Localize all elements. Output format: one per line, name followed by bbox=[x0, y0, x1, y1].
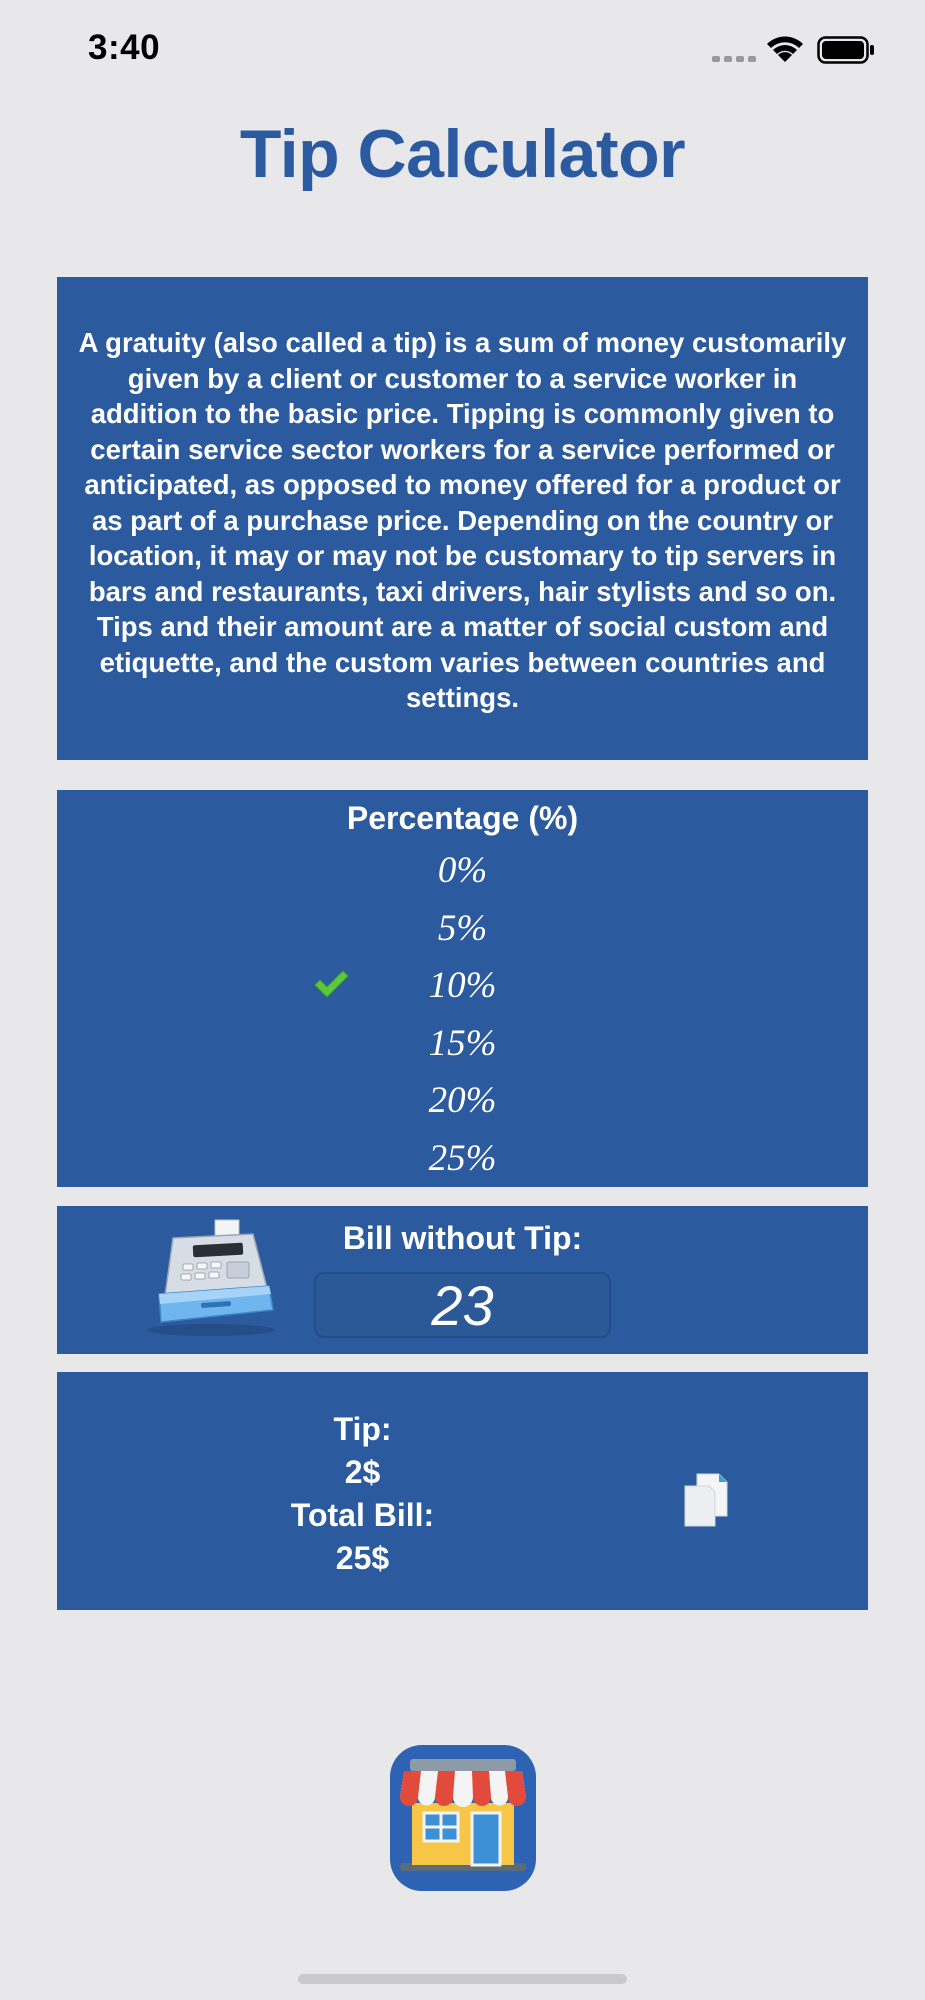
app-title: Tip Calculator bbox=[239, 116, 686, 192]
status-time: 3:40 bbox=[88, 28, 161, 67]
cellular-signal-icon bbox=[712, 54, 756, 64]
status-bar bbox=[0, 0, 925, 100]
info-panel bbox=[57, 277, 868, 760]
copy-icon[interactable] bbox=[683, 1470, 741, 1528]
percentage-option-10[interactable] bbox=[57, 957, 868, 1015]
percentage-option-label: 25% bbox=[428, 1137, 497, 1179]
bill-input[interactable] bbox=[314, 1272, 611, 1338]
percentage-option-label: 5% bbox=[437, 907, 488, 949]
check-icon bbox=[313, 969, 349, 999]
battery-icon bbox=[817, 36, 875, 64]
percentage-option-0[interactable] bbox=[57, 842, 868, 900]
info-text: A gratuity (also called a tip) is a sum of money customarily given by a client or customer to a service worker in addition to the basic price. Tipping is commonly given to certain service sector workers for a service performed or anticipated, as opposed to money offered for a product or as part of a purchase price. Depending on the country or location, it may or may not be customary to tip servers in bars and restaurants, taxi drivers, hair stylists and so on. Tips and their amount are a matter of social custom and etiquette, and the custom varies between countries and settings. bbox=[78, 327, 847, 713]
percentage-header: Percentage (%) bbox=[346, 800, 579, 836]
percentage-option-label: 15% bbox=[428, 1022, 497, 1064]
bill-panel bbox=[57, 1206, 868, 1354]
total-label: Total Bill: bbox=[290, 1497, 435, 1533]
percentage-option-25[interactable] bbox=[57, 1130, 868, 1188]
percentage-option-20[interactable] bbox=[57, 1072, 868, 1130]
tip-label: Tip: bbox=[333, 1411, 392, 1447]
total-value: 25$ bbox=[335, 1540, 390, 1576]
tip-value: 2$ bbox=[344, 1454, 381, 1490]
percentage-panel bbox=[57, 790, 868, 1187]
wifi-icon bbox=[765, 34, 805, 64]
result-panel bbox=[57, 1372, 868, 1610]
percentage-option-label: 20% bbox=[428, 1080, 497, 1121]
store-icon[interactable] bbox=[390, 1745, 536, 1891]
bill-label: Bill without Tip: bbox=[342, 1220, 583, 1256]
percentage-option-label: 0% bbox=[437, 850, 488, 891]
result-block bbox=[207, 1408, 518, 1580]
home-indicator[interactable] bbox=[298, 1974, 627, 1984]
percentage-list bbox=[57, 842, 868, 1187]
percentage-option-15[interactable] bbox=[57, 1015, 868, 1073]
percentage-option-label: 10% bbox=[428, 965, 497, 1006]
percentage-option-5[interactable] bbox=[57, 900, 868, 958]
